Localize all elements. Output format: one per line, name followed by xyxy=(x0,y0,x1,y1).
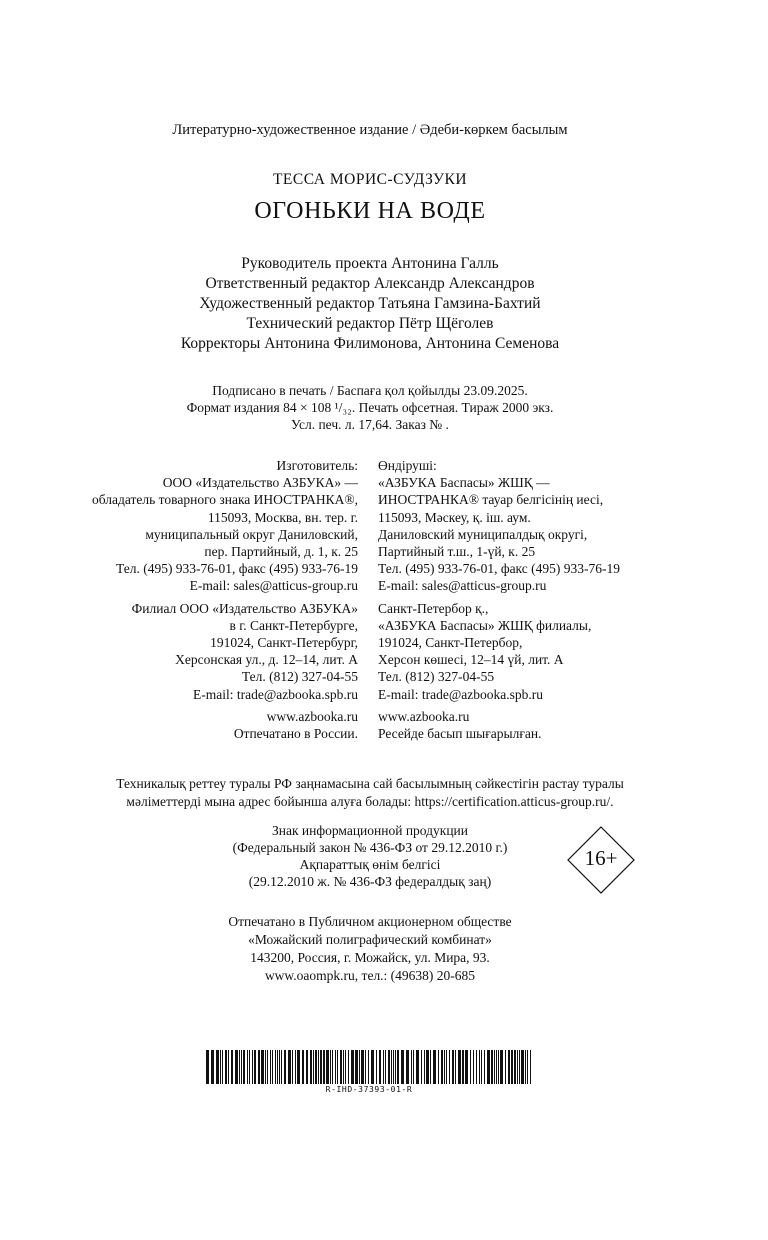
publisher-ru-footer: www.azbooka.ru Отпечатано в России. xyxy=(233,708,358,742)
barcode-icon xyxy=(206,1050,532,1084)
publisher-kz-branch: Санкт-Петербор қ., «АЗБУКА Баспасы» ЖШҚ филиалы, 191024, Санкт-Петербор, Херсон көшесі, 12–14 үй, лит. А Тел. (812) 327-04-55 E-mail: trade@azbooka.spb.ru xyxy=(378,600,592,702)
certification-note: Техникалық реттеу туралы РФ заңнамасына сай басылымның сәйкестігін растау туралы мәліметтерді мына адрес бойынша алуға болады: https://certification.atticus-group.ru/. xyxy=(116,776,624,809)
author-name: ТЕССА МОРИС-СУДЗУКИ xyxy=(272,171,468,188)
staff-line: Ответственный редактор Александр Александров xyxy=(205,275,535,292)
publisher-kz-main: Өндіруші: «АЗБУКА Баспасы» ЖШҚ — ИНОСТРАНКА® тауар белгісінің иесі, 115093, Мәскеу, қ. іш. аум. Даниловский муниципалдық округі, Партийный т.ш., 1-үй, к. 25 Тел. (495) 933-76-01, факс (495) 933-76-19 E-mail: sales@atticus-group.ru xyxy=(378,458,621,594)
print-info-line: Усл. печ. л. 17,64. Заказ № . xyxy=(291,417,449,432)
print-info-line: Формат издания 84 × 108 ¹/₃₂. Печать офсетная. Тираж 2000 экз. xyxy=(186,400,554,415)
publisher-kz xyxy=(378,457,620,747)
info-product-mark: Знак информационной продукции (Федеральный закон № 436-ФЗ от 29.12.2010 г.) Ақпараттық өнім белгісі (29.12.2010 ж. № 436-ФЗ федералдық заң) xyxy=(232,823,508,889)
book-title: ОГОНЬКИ НА ВОДЕ xyxy=(254,198,486,224)
publisher-ru-branch: Филиал ООО «Издательство АЗБУКА» в г. Санкт-Петербурге, 191024, Санкт-Петербург, Херсонская ул., д. 12–14, лит. А Тел. (812) 327-04-55 E-mail: trade@azbooka.spb.ru xyxy=(131,600,358,702)
editorial-staff xyxy=(0,254,740,354)
barcode-text: R-IHD-37393-01-R xyxy=(325,1085,413,1094)
printer-info: Отпечатано в Публичном акционерном обществе «Можайский полиграфический комбинат» 143200, Россия, г. Можайск, ул. Мира, 93. www.oaompk.ru, тел.: (49638) 20-685 xyxy=(228,914,512,983)
print-info-line: Подписано в печать / Баспаға қол қойылды 23.09.2025. xyxy=(212,383,528,398)
staff-line: Технический редактор Пётр Щёголев xyxy=(246,315,494,332)
edition-type xyxy=(0,122,740,139)
print-info xyxy=(0,382,740,433)
staff-line: Руководитель проекта Антонина Галль xyxy=(241,255,499,272)
staff-line: Корректоры Антонина Филимонова, Антонина Семенова xyxy=(180,335,560,352)
age-rating-label: 16+ xyxy=(584,846,618,870)
staff-line: Художественный редактор Татьяна Гамзина-Бахтий xyxy=(199,295,541,312)
publisher-kz-footer: www.azbooka.ru Ресейде басып шығарылған. xyxy=(378,708,542,742)
edition-type-text: Литературно-художественное издание / Әдеби-көркем басылым xyxy=(172,122,568,138)
publisher-ru xyxy=(92,457,358,747)
publisher-ru-main: Изготовитель: ООО «Издательство АЗБУКА» — обладатель товарного знака ИНОСТРАНКА®, 115093, Москва, вн. тер. г. муниципальный округ Даниловский, пер. Партийный, д. 1, к. 25 Тел. (495) 933-76-01, факс (495) 933-76-19 E-mail: sales@atticus-group.ru xyxy=(92,458,358,594)
